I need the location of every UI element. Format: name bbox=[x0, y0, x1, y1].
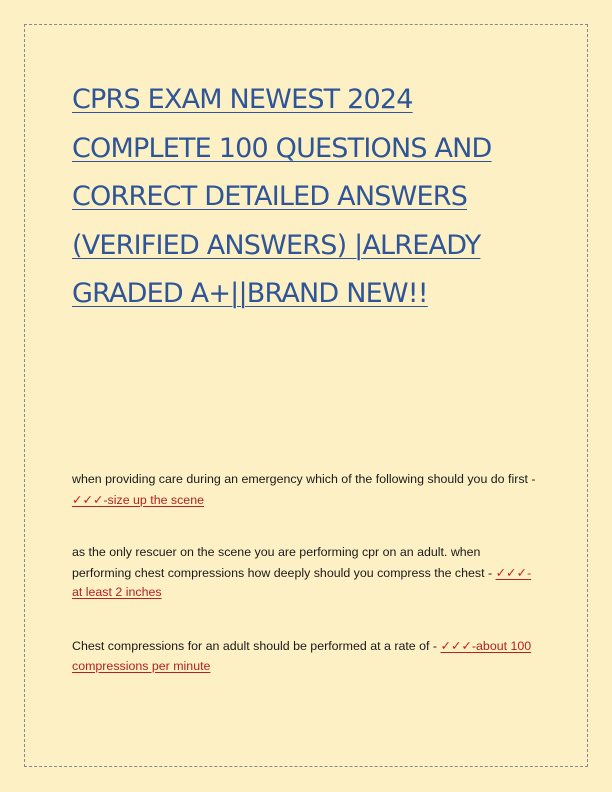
separator: - bbox=[527, 472, 536, 486]
separator: - bbox=[484, 565, 496, 580]
question-text: when providing care during an emergency which of the following should you do first bbox=[72, 472, 528, 486]
question-text: Chest compressions for an adult should be performed at a rate of bbox=[72, 639, 430, 653]
answer-value: -about 100 compressions per minute bbox=[72, 639, 532, 673]
qa-item-2 bbox=[72, 543, 540, 603]
separator: - bbox=[429, 639, 441, 653]
answer-text bbox=[72, 493, 204, 507]
checkmark-icon: ✓✓✓ bbox=[72, 491, 104, 507]
question-text: as the only rescuer on the scene you are performing cpr on an adult. when performing chest compressions how deeply should you compress the chest bbox=[72, 545, 485, 580]
qa-item-1 bbox=[72, 470, 540, 510]
checkmark-icon: ✓✓✓ bbox=[495, 564, 527, 580]
answer-value: -size up the scene bbox=[103, 492, 204, 507]
qa-item-3 bbox=[72, 636, 540, 676]
document-title: CPRS EXAM NEWEST 2024 COMPLETE 100 QUESTIONS AND CORRECT DETAILED ANSWERS (VERIFIED ANSWERS) |ALREADY GRADED A+||BRAND NEW!! bbox=[72, 84, 492, 309]
answer-value: -at least 2 inches bbox=[72, 565, 532, 599]
checkmark-icon: ✓✓✓ bbox=[440, 638, 472, 653]
